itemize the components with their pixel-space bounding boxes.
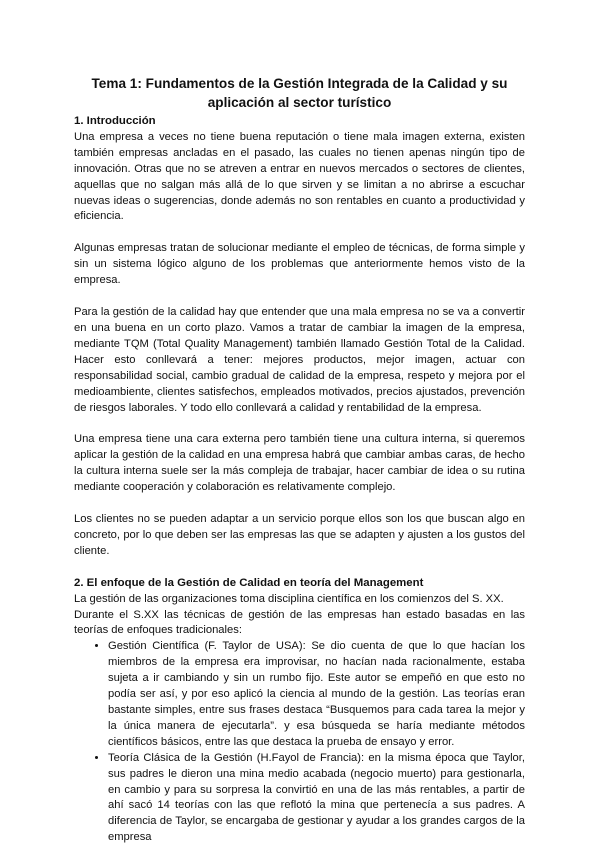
document-title: Tema 1: Fundamentos de la Gestión Integrada de la Calidad y su aplicación al sector turístico [91, 76, 508, 110]
paragraph: Los clientes no se pueden adaptar a un servicio porque ellos son los que buscan algo en concreto, por lo que deben ser las empresas las que se adapten y ajusten a los gustos del cliente. [74, 513, 525, 557]
list-item: • Gestión Científica (F. Taylor de USA): Se dio cuenta de que lo que hacían los miembros de la empresa era improvisar, no hacían nada racionalmente, estaba sujeta a ir cambiando y sin un rumbo fijo. Este autor se empeñó en que esto no podía ser así, y por eso aplicó la ciencia al mundo de la gestión. Las teorías eran bastante simples, entre sus frases destaca “Busquemos para cada tarea la mejor y la única manera de ejecutarla”. y esa búsqueda se haría mediante métodos científicos básicos, entre las que destaca la prueba de ensayo y error. [108, 639, 525, 750]
section-1-heading: 1. Introducción [74, 115, 156, 127]
bullet-list [74, 639, 525, 846]
paragraph-gap [74, 560, 525, 576]
paragraph-gap [74, 289, 525, 305]
paragraph-gap [74, 416, 525, 432]
paragraph: Durante el S.XX las técnicas de gestión de las empresas han estado basadas en las teorías de enfoques tradicionales: [74, 608, 525, 637]
paragraph: Para la gestión de la calidad hay que entender que una mala empresa no se va a convertir en una buena en un corto plazo. Vamos a tratar de cambiar la imagen de la empresa, mediante TQM (Total Quality Management) también llamado Gestión Total de la Calidad. Hacer esto conllevará a tener: mejores productos, mejor imagen, actuar con responsabilidad social, cambio gradual de calidad de la empresa, respeto y mejora por el medioambiente, clientes satisfechos, empleados motivados, precios ajustados, prevención de riesgos laborales. Y todo ello conllevará a calidad y rentabilidad de la empresa. [74, 306, 525, 414]
paragraph: Una empresa tiene una cara externa pero también tiene una cultura interna, si queremos aplicar la gestión de la calidad en una empresa habrá que cambiar ambas caras, de hecho la cultura interna suele ser la más compleja de trabajar, hacer cambiar de idea o su rutina mediante cooperación y colaboración es relativamente complejo. [74, 433, 525, 494]
section-2-heading: 2. El enfoque de la Gestión de Calidad en teoría del Management [74, 576, 424, 589]
paragraph: La gestión de las organizaciones toma disciplina científica en los comienzos del S. XX. [74, 592, 504, 605]
list-item: • Teoría Clásica de la Gestión (H.Fayol de Francia): en la misma época que Taylor, sus padres le dieron una mina medio acabada (negocio muerto) para gestionarla, en cambio y para su sorpresa la convirtió en una de las más rentables, a partir de ahí sacó 14 teorías con las que reflotó la mina que pertenecía a sus padres. A diferencia de Taylor, se encargaba de gestionar y ayudar a los grandes cargos de la empresa [108, 751, 525, 846]
paragraph-gap [74, 496, 525, 512]
paragraph: Una empresa a veces no tiene buena reputación o tiene mala imagen externa, existen también empresas ancladas en el pasado, las cuales no tienen apenas ningún tipo de innovación. Otras que no se atreven a entrar en nuevos mercados o sectores de clientes, aquellas que no salgan más allá de lo que sirven y se limitan a no abrirse a escuchar nuevas ideas o sugerencias, donde además no son rentables en cuanto a productividad y eficiencia. [74, 130, 525, 223]
paragraph-gap [74, 225, 525, 241]
paragraph: Algunas empresas tratan de solucionar mediante el empleo de técnicas, de forma simple y sin un sistema lógico alguno de los problemas que anteriormente hemos visto de la empresa. [74, 242, 525, 287]
